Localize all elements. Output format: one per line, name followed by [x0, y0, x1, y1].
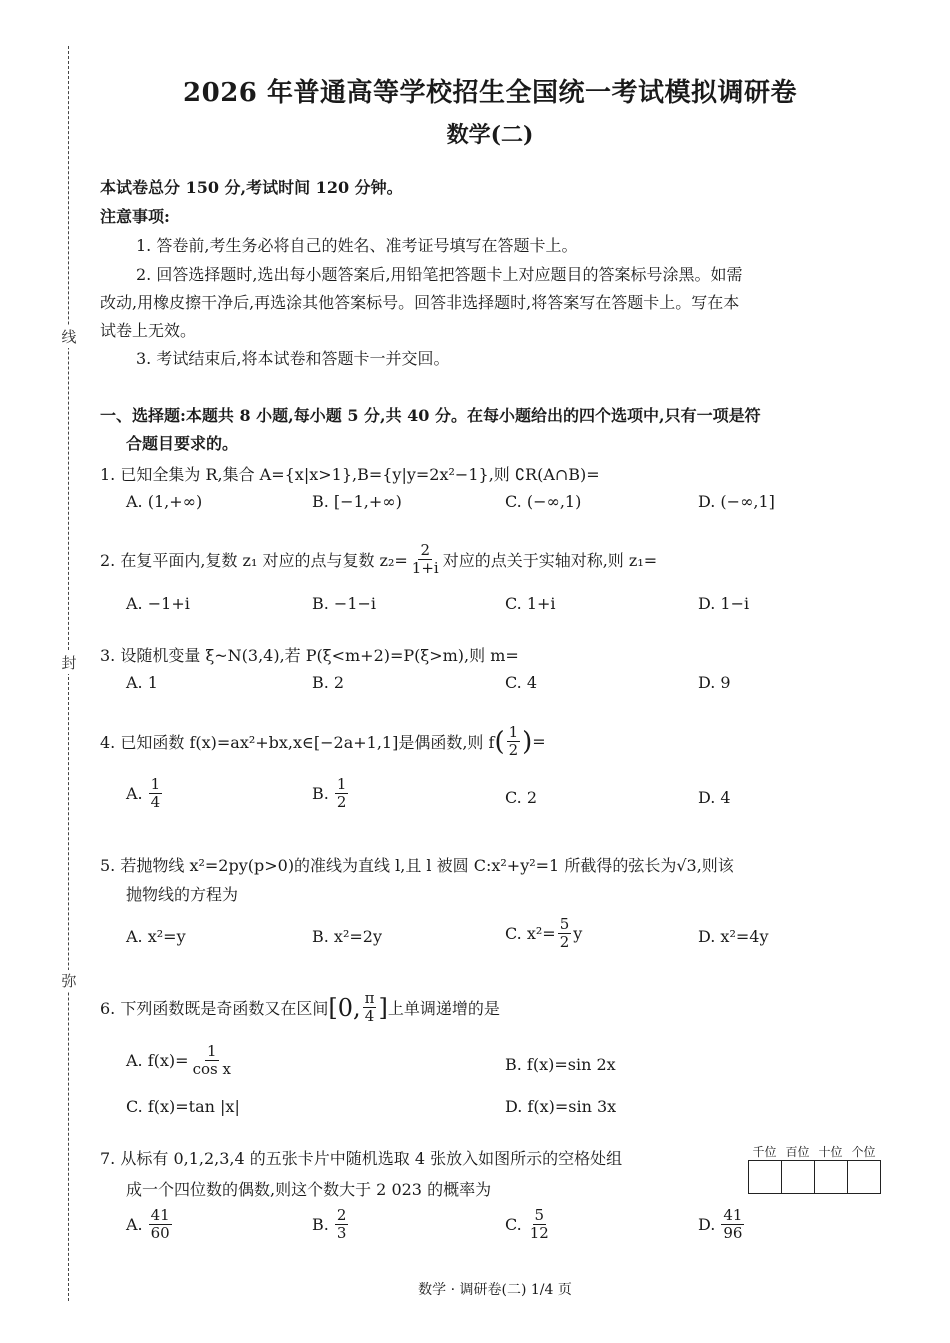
question-2-stem-post: 对应的点关于实轴对称,则 z₁=: [442, 551, 658, 570]
section-heading-line-2: 合题目要求的。: [126, 434, 239, 453]
question-4-paren-right: ): [522, 726, 533, 757]
question-4-paren-left: (: [494, 726, 505, 757]
question-1-option-c: C. (−∞,1): [505, 492, 582, 511]
question-6-option-a-pre: A. f(x)=: [126, 1051, 189, 1070]
frac-den: 2: [336, 793, 347, 811]
question-6-stem: [100, 990, 500, 1025]
question-5-option-b: B. x²=2y: [312, 927, 382, 946]
section-heading-line-1: 一、选择题:本题共 8 小题,每小题 5 分,共 40 分。在每小题给出的四个选项中,只有一项是符: [100, 406, 761, 425]
question-5-option-c-post: y: [573, 924, 583, 943]
question-7-option-c-label: C.: [505, 1215, 522, 1234]
question-6-stem-pre: 6. 下列函数既是奇函数又在区间: [100, 999, 329, 1018]
place-label-thousands: 千位: [752, 1145, 777, 1159]
frac-den: 4: [150, 793, 161, 811]
question-6-option-a: [126, 1043, 235, 1078]
question-7-option-a-label: A.: [126, 1215, 143, 1234]
question-6-fraction: [363, 990, 377, 1025]
question-2-stem-pre: 2. 在复平面内,复数 z₁ 对应的点与复数 z₂=: [100, 551, 408, 570]
place-value-grid: [748, 1160, 881, 1194]
frac-den: 4: [364, 1007, 375, 1025]
question-6-option-d: D. f(x)=sin 3x: [505, 1097, 617, 1116]
frac-num: 2: [336, 1206, 347, 1224]
question-4-option-b-label: B.: [312, 784, 329, 803]
question-7-option-c: [505, 1207, 553, 1242]
question-4-option-c: C. 2: [505, 788, 538, 807]
binding-word-seal: 封: [58, 652, 80, 674]
frac-num: 5: [559, 915, 570, 933]
grid-cell-ones: [848, 1161, 880, 1193]
question-6-stem-post: 上单调递增的是: [387, 999, 500, 1018]
question-6-option-c: C. f(x)=tan |x|: [126, 1097, 240, 1116]
question-7-option-d-fraction: [721, 1207, 744, 1242]
frac-num: 5: [534, 1206, 545, 1224]
question-4-stem-pre: 4. 已知函数 f(x)=ax²+bx,x∈[−2a+1,1]是偶函数,则 f: [100, 733, 495, 752]
notice-item-2-line-1: 2. 回答选择题时,选出每小题答案后,用铅笔把答题卡上对应题目的答案标号涂黑。如需: [136, 265, 743, 284]
frac-den: 96: [723, 1224, 743, 1242]
question-4-option-a-label: A.: [126, 784, 143, 803]
notice-item-3: 3. 考试结束后,将本试卷和答题卡一并交回。: [136, 349, 450, 368]
question-7-option-b-label: B.: [312, 1215, 329, 1234]
question-4-option-b: [312, 776, 350, 811]
question-4-option-d: D. 4: [698, 788, 731, 807]
question-4-frac-num: 1: [508, 723, 519, 741]
exam-total-info: 本试卷总分 150 分,考试时间 120 分钟。: [100, 178, 403, 197]
question-5-option-c-fraction: [558, 916, 572, 951]
binding-word-seal-close: 弥: [58, 970, 80, 992]
notice-item-1: 1. 答卷前,考生务必将自己的姓名、准考证号填写在答题卡上。: [136, 236, 578, 255]
frac-den: 12: [529, 1224, 549, 1242]
question-2-stem: [100, 542, 657, 577]
exam-subtitle: 数学(二): [446, 122, 534, 148]
question-2-frac-num: 2: [420, 541, 431, 559]
question-2-fraction: [410, 542, 441, 577]
question-4-frac-den: 2: [508, 741, 519, 759]
question-7-option-d: [698, 1207, 746, 1242]
question-7-option-c-fraction: [528, 1207, 551, 1242]
question-6-option-b: B. f(x)=sin 2x: [505, 1055, 616, 1074]
question-5-stem-line-2: 抛物线的方程为: [126, 885, 239, 904]
question-1-option-b: B. [−1,+∞): [312, 492, 402, 511]
question-6-interval-left: [0,: [328, 993, 361, 1022]
exam-title: 2026 年普通高等学校招生全国统一考试模拟调研卷: [183, 78, 797, 108]
place-label-tens: 十位: [818, 1145, 843, 1159]
frac-den: 2: [559, 933, 570, 951]
question-3-option-c: C. 4: [505, 673, 538, 692]
question-5-option-c-pre: C. x²=: [505, 924, 556, 943]
place-label-hundreds: 百位: [785, 1145, 810, 1159]
question-2-option-c: C. 1+i: [505, 594, 556, 613]
question-6-option-a-fraction: [191, 1043, 233, 1078]
page-footer: 数学 · 调研卷(二) 1/4 页: [418, 1282, 572, 1298]
question-4-fraction: [507, 724, 521, 759]
binding-word-line: 线: [58, 326, 80, 348]
question-7-option-a-fraction: [149, 1207, 172, 1242]
question-4-stem-post: =: [532, 732, 546, 751]
notice-heading: 注意事项:: [100, 207, 170, 226]
question-1-option-a: A. (1,+∞): [126, 492, 203, 511]
question-2-frac-den: 1+i: [411, 559, 439, 577]
question-5-option-a: A. x²=y: [126, 927, 186, 946]
question-3-stem: 3. 设随机变量 ξ~N(3,4),若 P(ξ<m+2)=P(ξ>m),则 m=: [100, 646, 519, 665]
question-1-stem: 1. 已知全集为 R,集合 A={x|x>1},B={y|y=2x²−1},则 ∁R(A∩B)=: [100, 465, 600, 484]
frac-num: 41: [723, 1206, 743, 1224]
question-3-option-b: B. 2: [312, 673, 345, 692]
question-1-option-d: D. (−∞,1]: [698, 492, 775, 511]
question-2-option-d: D. 1−i: [698, 594, 750, 613]
question-5-option-c: [505, 916, 582, 951]
question-6-interval-right: ]: [378, 993, 388, 1022]
place-label-ones: 个位: [851, 1145, 876, 1159]
question-3-option-d: D. 9: [698, 673, 731, 692]
question-4-stem: [100, 724, 546, 759]
notice-item-2-line-2: 改动,用橡皮擦干净后,再选涂其他答案标号。回答非选择题时,将答案写在答题卡上。写在本: [100, 293, 740, 312]
frac-num: 1: [336, 775, 347, 793]
question-7-option-b: [312, 1207, 350, 1242]
question-2-option-b: B. −1−i: [312, 594, 377, 613]
question-4-option-b-fraction: [335, 776, 349, 811]
question-7-option-b-fraction: [335, 1207, 349, 1242]
frac-num: 1: [206, 1042, 217, 1060]
place-value-labels: [748, 1143, 880, 1160]
frac-den: 60: [150, 1224, 170, 1242]
question-5-stem-line-1: 5. 若抛物线 x²=2py(p>0)的准线为直线 l,且 l 被圆 C:x²+y²=1 所截得的弦长为√3,则该: [100, 856, 734, 875]
frac-den: cos x: [192, 1060, 231, 1078]
question-7-stem-line-2: 成一个四位数的偶数,则这个数大于 2 023 的概率为: [126, 1180, 492, 1199]
frac-num: 1: [150, 775, 161, 793]
question-7-option-a: [126, 1207, 174, 1242]
question-3-option-a: A. 1: [126, 673, 158, 692]
question-4-option-a: [126, 776, 164, 811]
grid-cell-thousands: [749, 1161, 782, 1193]
frac-num: 41: [150, 1206, 170, 1224]
question-2-option-a: A. −1+i: [126, 594, 190, 613]
question-7-stem-line-1: 7. 从标有 0,1,2,3,4 的五张卡片中随机选取 4 张放入如图所示的空格处组: [100, 1149, 623, 1168]
grid-cell-hundreds: [782, 1161, 815, 1193]
notice-item-2-line-3: 试卷上无效。: [100, 321, 197, 340]
question-7-option-d-label: D.: [698, 1215, 716, 1234]
question-4-option-a-fraction: [149, 776, 163, 811]
grid-cell-tens: [815, 1161, 848, 1193]
frac-den: 3: [336, 1224, 347, 1242]
question-5-option-d: D. x²=4y: [698, 927, 769, 946]
frac-num: π: [364, 989, 375, 1007]
